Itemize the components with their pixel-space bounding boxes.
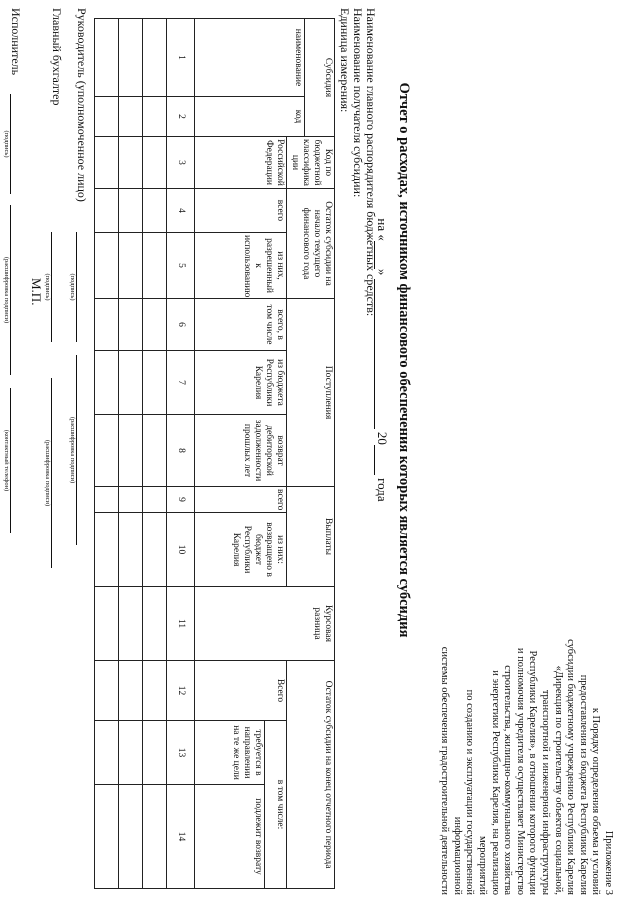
table-cell[interactable] xyxy=(95,351,119,415)
table-cell[interactable] xyxy=(143,661,167,721)
table-cell[interactable] xyxy=(95,415,119,487)
table-cell[interactable] xyxy=(119,189,143,233)
header-payments-returned: из них: возвращено в бюджет Республики Карелия xyxy=(195,513,287,587)
head-signature-caption: (подпись) xyxy=(69,273,76,301)
year-field[interactable] xyxy=(374,445,387,475)
table-cell[interactable] xyxy=(95,233,119,299)
column-number: 2 xyxy=(167,97,195,137)
header-start-balance: Остаток субсидии на начало текущего финансового года xyxy=(287,189,335,299)
header-receipts-debt: возврат дебиторской задолженности прошлых лет xyxy=(195,415,287,487)
header-receipts-budget: из бюджета Республики Карелия xyxy=(195,351,287,415)
executor-label: Исполнитель xyxy=(9,8,23,76)
executor-decoding-caption: (расшифровка подписи) xyxy=(3,256,10,324)
appendix-line: системы обеспечения градостроительной деятельности xyxy=(439,646,451,895)
header-end-return: подлежит возврату xyxy=(195,785,265,889)
table-cell[interactable] xyxy=(95,189,119,233)
column-number: 11 xyxy=(167,587,195,661)
accountant-signature-caption: (подпись) xyxy=(44,273,51,301)
executor-signature-caption: (подпись) xyxy=(3,130,10,158)
table-cell[interactable] xyxy=(119,233,143,299)
column-number: 5 xyxy=(167,233,195,299)
header-start-allowed: из них, разрешенный к использованию xyxy=(195,233,287,299)
table-cell[interactable] xyxy=(119,721,143,785)
accountant-signature-field[interactable] xyxy=(51,232,64,342)
appendix-line: Республики Карелия», в отношении которого функции xyxy=(527,650,539,895)
table-cell[interactable] xyxy=(143,513,167,587)
table-cell[interactable] xyxy=(143,351,167,415)
table-cell[interactable] xyxy=(143,299,167,351)
column-number: 6 xyxy=(167,299,195,351)
appendix-note xyxy=(438,610,614,895)
table-cell[interactable] xyxy=(119,587,143,661)
header-subsidy: Субсидия xyxy=(305,19,335,137)
appendix-line: и энергетики Республики Карелия, на реализацию мероприятий xyxy=(477,670,501,895)
column-number: 10 xyxy=(167,513,195,587)
column-number-row xyxy=(167,19,195,889)
table-cell[interactable] xyxy=(119,415,143,487)
table-cell[interactable] xyxy=(119,19,143,97)
accountant-decoding-caption: (расшифровка подписи) xyxy=(44,439,51,507)
appendix-line: и полномочия учредителя осуществляет Министерство xyxy=(514,647,526,895)
appendix-line: к Порядку определения объема и условий xyxy=(590,707,602,895)
table-cell[interactable] xyxy=(119,97,143,137)
column-number: 1 xyxy=(167,19,195,97)
appendix-line: Приложение 3 xyxy=(603,830,614,895)
table-row xyxy=(143,19,167,889)
header-exchange-difference: Курсовая разница xyxy=(195,587,335,661)
table-cell[interactable] xyxy=(95,513,119,587)
header-receipts-total: всего, в том числе xyxy=(195,299,287,351)
table-cell[interactable] xyxy=(143,587,167,661)
table-cell[interactable] xyxy=(143,785,167,889)
header-receipts: Поступления xyxy=(287,299,335,487)
head-decoding-caption: (расшифровка подписи) xyxy=(69,416,76,484)
table-cell[interactable] xyxy=(119,661,143,721)
recipient-label: Наименование получателя субсидии: xyxy=(351,8,365,198)
table-cell[interactable] xyxy=(119,513,143,587)
column-number: 3 xyxy=(167,137,195,189)
appendix-line: предоставления из бюджета Республики Карелия xyxy=(577,674,589,895)
header-end-balance: Остаток субсидии на конец отчетного периода xyxy=(287,661,335,889)
table-cell[interactable] xyxy=(143,19,167,97)
manager-label: Наименование главного распорядителя бюджетных средств: xyxy=(364,8,378,317)
table-cell[interactable] xyxy=(95,587,119,661)
column-number: 14 xyxy=(167,785,195,889)
header-payments-total: всего xyxy=(195,487,287,513)
header-name: наименование xyxy=(195,19,305,97)
header-end-total: Всего xyxy=(195,661,287,721)
executor-phone-caption: (контактный телефон) xyxy=(3,429,10,492)
header-budget-code: Код по бюджетной классифика ции xyxy=(287,137,335,189)
appendix-line: субсидии бюджетному учреждению Республики Карелия xyxy=(565,639,577,895)
header-start-total: всего xyxy=(195,189,287,233)
table-cell[interactable] xyxy=(95,721,119,785)
column-number: 4 xyxy=(167,189,195,233)
table-cell[interactable] xyxy=(143,189,167,233)
column-number: 13 xyxy=(167,721,195,785)
table-cell[interactable] xyxy=(95,299,119,351)
date-suffix: года xyxy=(375,478,390,502)
header-payments: Выплаты xyxy=(287,487,335,587)
appendix-line: по созданию и эксплуатации государственной информационной xyxy=(451,689,476,895)
table-cell[interactable] xyxy=(143,233,167,299)
column-number: 12 xyxy=(167,661,195,721)
table-cell[interactable] xyxy=(95,487,119,513)
executor-phone-field[interactable] xyxy=(10,388,23,533)
table-cell[interactable] xyxy=(119,299,143,351)
header-end-needed: требуется в направлении на те же цели xyxy=(195,721,265,785)
table-cell[interactable] xyxy=(95,97,119,137)
table-cell[interactable] xyxy=(143,721,167,785)
appendix-line: транспортной и инженерной инфраструктуры xyxy=(540,689,552,895)
column-number: 9 xyxy=(167,487,195,513)
accountant-signature-label: Главный бухгалтер xyxy=(50,8,64,106)
header-end-including: в том числе: xyxy=(265,721,287,889)
table-cell[interactable] xyxy=(143,97,167,137)
appendix-line: строительства, жилищно-коммунального хозяйства xyxy=(502,665,514,895)
table-cell[interactable] xyxy=(143,487,167,513)
column-number: 7 xyxy=(167,351,195,415)
date-prefix: на « xyxy=(375,218,390,241)
appendix-line: «Дирекция по строительству объектов социальной, xyxy=(552,665,564,895)
stamp-placeholder: М.П. xyxy=(29,278,44,306)
table-cell[interactable] xyxy=(119,785,143,889)
executor-decoding-field[interactable] xyxy=(10,205,23,375)
table-cell[interactable] xyxy=(143,137,167,189)
table-row xyxy=(95,19,119,889)
executor-signature-field[interactable] xyxy=(10,94,23,194)
table-cell[interactable] xyxy=(119,351,143,415)
table-cell[interactable] xyxy=(95,137,119,189)
table-cell[interactable] xyxy=(119,137,143,189)
accountant-decoding-field[interactable] xyxy=(51,378,64,568)
unit-label: Единица измерения: xyxy=(338,8,352,113)
head-signature-field[interactable] xyxy=(76,232,89,342)
column-number: 8 xyxy=(167,415,195,487)
head-decoding-field[interactable] xyxy=(76,355,89,545)
table-cell[interactable] xyxy=(95,785,119,889)
table-cell[interactable] xyxy=(95,661,119,721)
report-title: Отчет о расходах, источником финансового обеспечения которых является субсидия xyxy=(396,82,412,638)
table-cell[interactable] xyxy=(95,19,119,97)
table-row xyxy=(119,19,143,889)
report-table xyxy=(94,18,335,889)
header-russian-federation: Российской Федерации xyxy=(195,137,287,189)
header-kod: код xyxy=(195,97,305,137)
head-signature-label: Руководитель (уполномоченное лицо) xyxy=(75,8,89,202)
table-cell[interactable] xyxy=(119,487,143,513)
table-cell[interactable] xyxy=(143,415,167,487)
date-mid: » xyxy=(375,268,390,276)
date-century: 20 xyxy=(375,431,390,445)
